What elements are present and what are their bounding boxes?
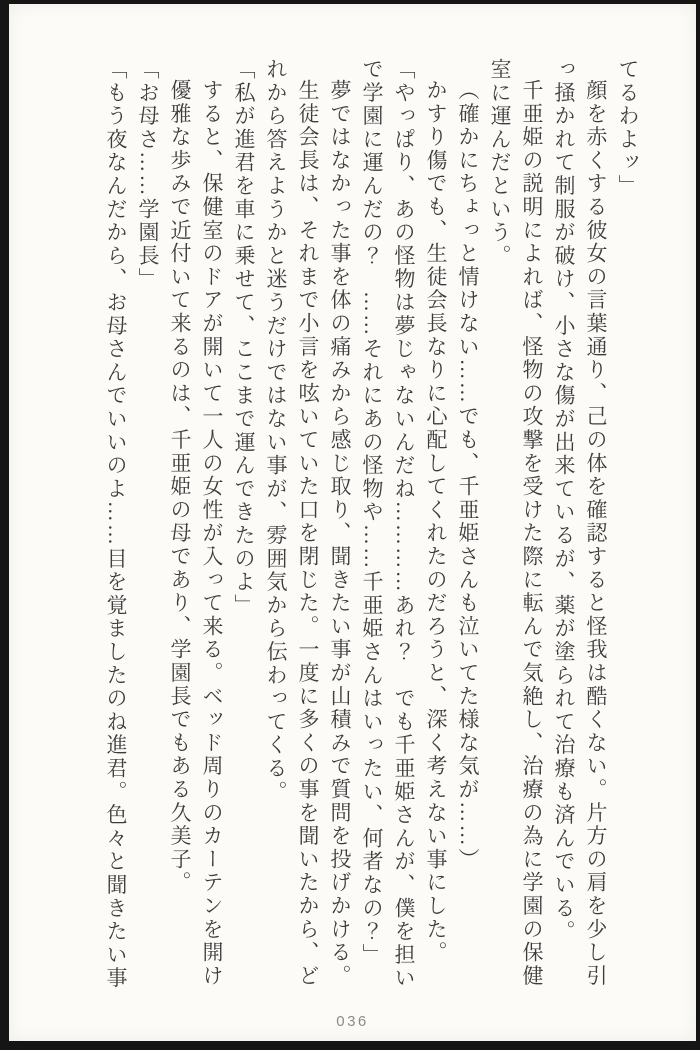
text-line: （確かにちょっと情けない……でも、千亜姫さんも泣いてた様な気が……） — [456, 79, 480, 872]
text-line: 「私が進君を車に乗せて、ここまで運んできたのよ」 — [232, 58, 256, 618]
text-line: 千亜姫の説明によれば、怪物の攻撃を受けた際に転んで気絶し、治療の為に学園の保健 — [520, 79, 544, 988]
text-line: で学園に運んだの？ ……それにあの怪物や……千亜姫さんはいったい、何者なの？」 — [360, 58, 384, 967]
text-line: 優雅な歩みで近付いて来るのは、千亜姫の母であり、学園長でもある久美子。 — [168, 79, 192, 895]
page-number: 036 — [336, 1013, 369, 1030]
text-line: 「やっぱり、あの怪物は夢じゃないんだね…………あれ？ でも千亜姫さんが、僕を担い — [392, 58, 416, 990]
text-line: かすり傷でも、生徒会長なりに心配してくれたのだろうと、深く考えない事にした。 — [424, 79, 448, 965]
text-line: てるわよッ」 — [616, 58, 640, 198]
book-page — [9, 4, 696, 1041]
text-line: 「お母さ……学園長」 — [136, 58, 160, 291]
text-line: 夢ではなかった事を体の痛みから感じ取り、聞きたい事が山積みで質問を投げかける。 — [328, 79, 352, 988]
text-line: っ掻かれて制服が破け、小さな傷が出来ているが、薬が塗られて治療も済んでいる。 — [552, 58, 576, 944]
text-line: れから答えようかと迷うだけではない事が、雰囲気から伝わってくる。 — [264, 58, 288, 804]
text-line: 生徒会長は、それまで小言を呟いていた口を閉じた。一度に多くの事を聞いたから、ど — [296, 79, 320, 988]
text-line: 室に運んだという。 — [488, 58, 512, 268]
text-line: すると、保健室のドアが開いて一人の女性が入って来る。ベッド周りのカーテンを開け — [200, 79, 224, 988]
text-line: 顔を赤くする彼女の言葉通り、己の体を確認すると怪我は酷くない。片方の肩を少し引 — [584, 79, 608, 988]
text-line: 「もう夜なんだから、お母さんでいいのよ……目を覚ましたのね進君。色々と聞きたい事 — [104, 58, 128, 990]
vertical-text-block — [100, 58, 644, 1023]
